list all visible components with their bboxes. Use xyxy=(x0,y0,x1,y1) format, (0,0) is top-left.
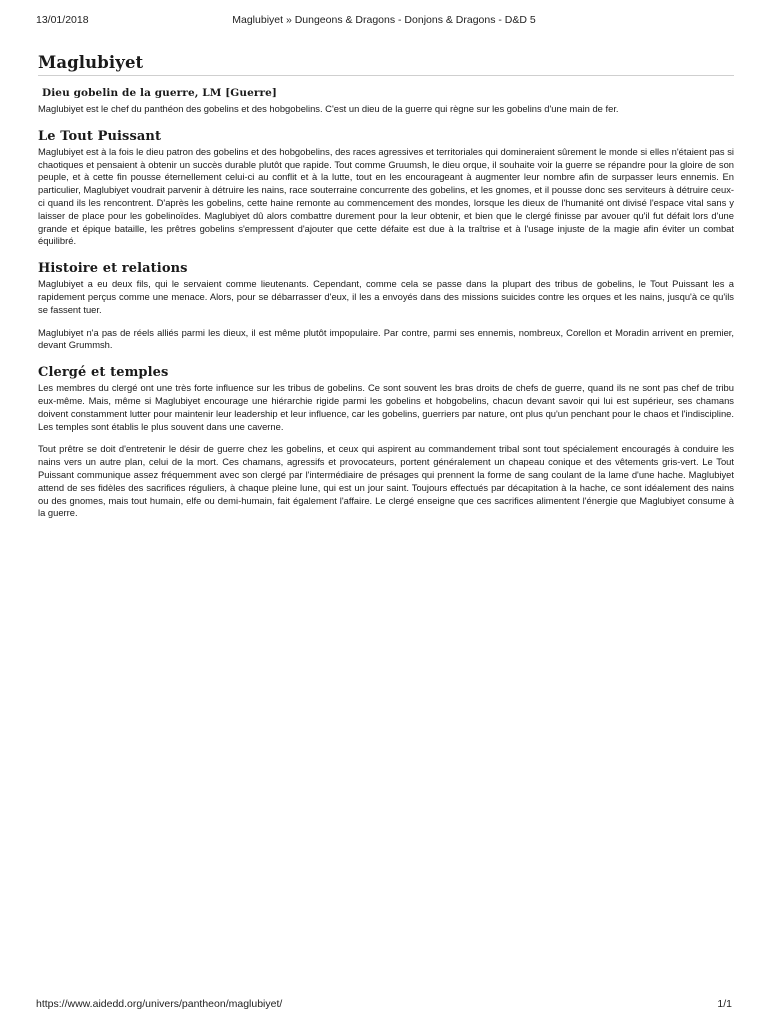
article xyxy=(38,50,734,520)
section-paragraph: Maglubiyet n'a pas de réels alliés parmi les dieux, il est même plutôt impopulaire. Par contre, parmi ses ennemis, nombreux, Corellon et Moradin arrivent en premier, devant Grummsh. xyxy=(38,326,734,351)
article-subtitle: Dieu gobelin de la guerre, LM [Guerre] xyxy=(42,87,277,99)
article-intro: Maglubiyet est le chef du panthéon des gobelins et des hobgobelins. C'est un dieu de la guerre qui règne sur les gobelins d'une main de fer. xyxy=(38,103,619,114)
section-heading: Le Tout Puissant xyxy=(38,128,162,144)
section-heading: Histoire et relations xyxy=(38,261,188,277)
print-url: https://www.aidedd.org/univers/pantheon/maglubiyet/ xyxy=(36,998,283,1010)
section-heading: Clergé et temples xyxy=(38,365,169,381)
print-header xyxy=(36,14,732,30)
print-date: 13/01/2018 xyxy=(36,14,89,26)
article-title: Maglubiyet xyxy=(38,50,734,76)
section-clerge-et-temples xyxy=(38,365,734,520)
section-histoire-et-relations xyxy=(38,261,734,352)
section-paragraph: Maglubiyet est à la fois le dieu patron des gobelins et des hobgobelins, des races agressives et territoriales qui domineraient sûrement le monde si elles n'étaient pas si chaotiques et pensaient à obtenir un succès durable plutôt que rapide. Tout comme Gruumsh, le dieu orque, il souhaite voir la guerre se répandre pour la gloire de son peuple, et à cette fin pousse éternellement celui-ci au conflit et à la lutte, tout en les encourageant à augmenter leur nombre afin de surpasser leurs ennemis. En particulier, Maglubiyet voudrait parvenir à détruire les nains, race souterraine concurrente des gobelins, et les gnomes, et il pousse donc ses serviteurs à détruire ceux-ci quand ils les rencontrent. D'après les gobelins, cette haine remonte au commencement des mondes, lorsque les dieux de l'humanité ont divisé l'espace vital sans y laisser de place pour les gobelinoïdes. Maglubiyet dû alors combattre durement pour la leur obtenir, et bien que le clergé finisse par avouer qu'il fut défait lors d'une grande et épique bataille, les prêtres gobelins s'empressent d'ajouter que cette défaite est due à la traîtrise et à l'usage injuste de la magie afin éviter un combat équilibré. xyxy=(38,145,734,247)
section-le-tout-puissant xyxy=(38,129,734,248)
section-paragraph: Tout prêtre se doit d'entretenir le désir de guerre chez les gobelins, et ceux qui aspirent au commandement tribal sont tout spécialement encouragés à conduire les nains vers un autre plan, celui de la mort. Ces chamans, agressifs et provocateurs, portent généralement un chapeau conique et des vêtements gris-vert. Le Tout Puissant communique assez fréquemment avec son clergé par l'intermédiaire de présages qui prennent la forme de sang coulant de la lame d'une hache. Maglubiyet attend de ses fidèles des sacrifices réguliers, à chaque pleine lune, qui est un jour saint. Toujours effectués par décapitation à la hache, ce sont idéalement des nains ou des gnomes, mais tout humain, elfe ou demi-humain, fait également l'affaire. Le clergé enseigne que ces sacrifices alimentent l'énergie que Maglubiyet consume à la guerre. xyxy=(38,443,734,519)
page-number: 1/1 xyxy=(717,998,732,1010)
section-paragraph: Les membres du clergé ont une très forte influence sur les tribus de gobelins. Ce sont souvent les bras droits de chefs de guerre, quand ils ne sont pas chef de tribu eux-même. Mais, même si Maglubiyet encourage une hiérarchie rigide parmi les gobelins et hobgobelins, chacun devant savoir qui lui est supérieur, ses chamans doivent constamment lutter pour maintenir leur leadership et leur influence, car les gobelins, guerriers par nature, ont plus qu'un penchant pour le chaos et l'indiscipline. Les temples sont établis le plus souvent dans une caverne. xyxy=(38,382,734,432)
print-footer xyxy=(36,998,732,1012)
section-paragraph: Maglubiyet a eu deux fils, qui le servaient comme lieutenants. Cependant, comme cela se passe dans la plupart des tribus de gobelins, le Tout Puissant les a rapidement perçus comme une menace. Alors, pour se débarrasser d'eux, il les a envoyés dans des missions suicides contre les orques et les nains, jusqu'à ce qu'ils se fassent tuer. xyxy=(38,278,734,315)
print-page-title: Maglubiyet » Dungeons & Dragons - Donjons & Dragons - D&D 5 xyxy=(232,14,536,26)
